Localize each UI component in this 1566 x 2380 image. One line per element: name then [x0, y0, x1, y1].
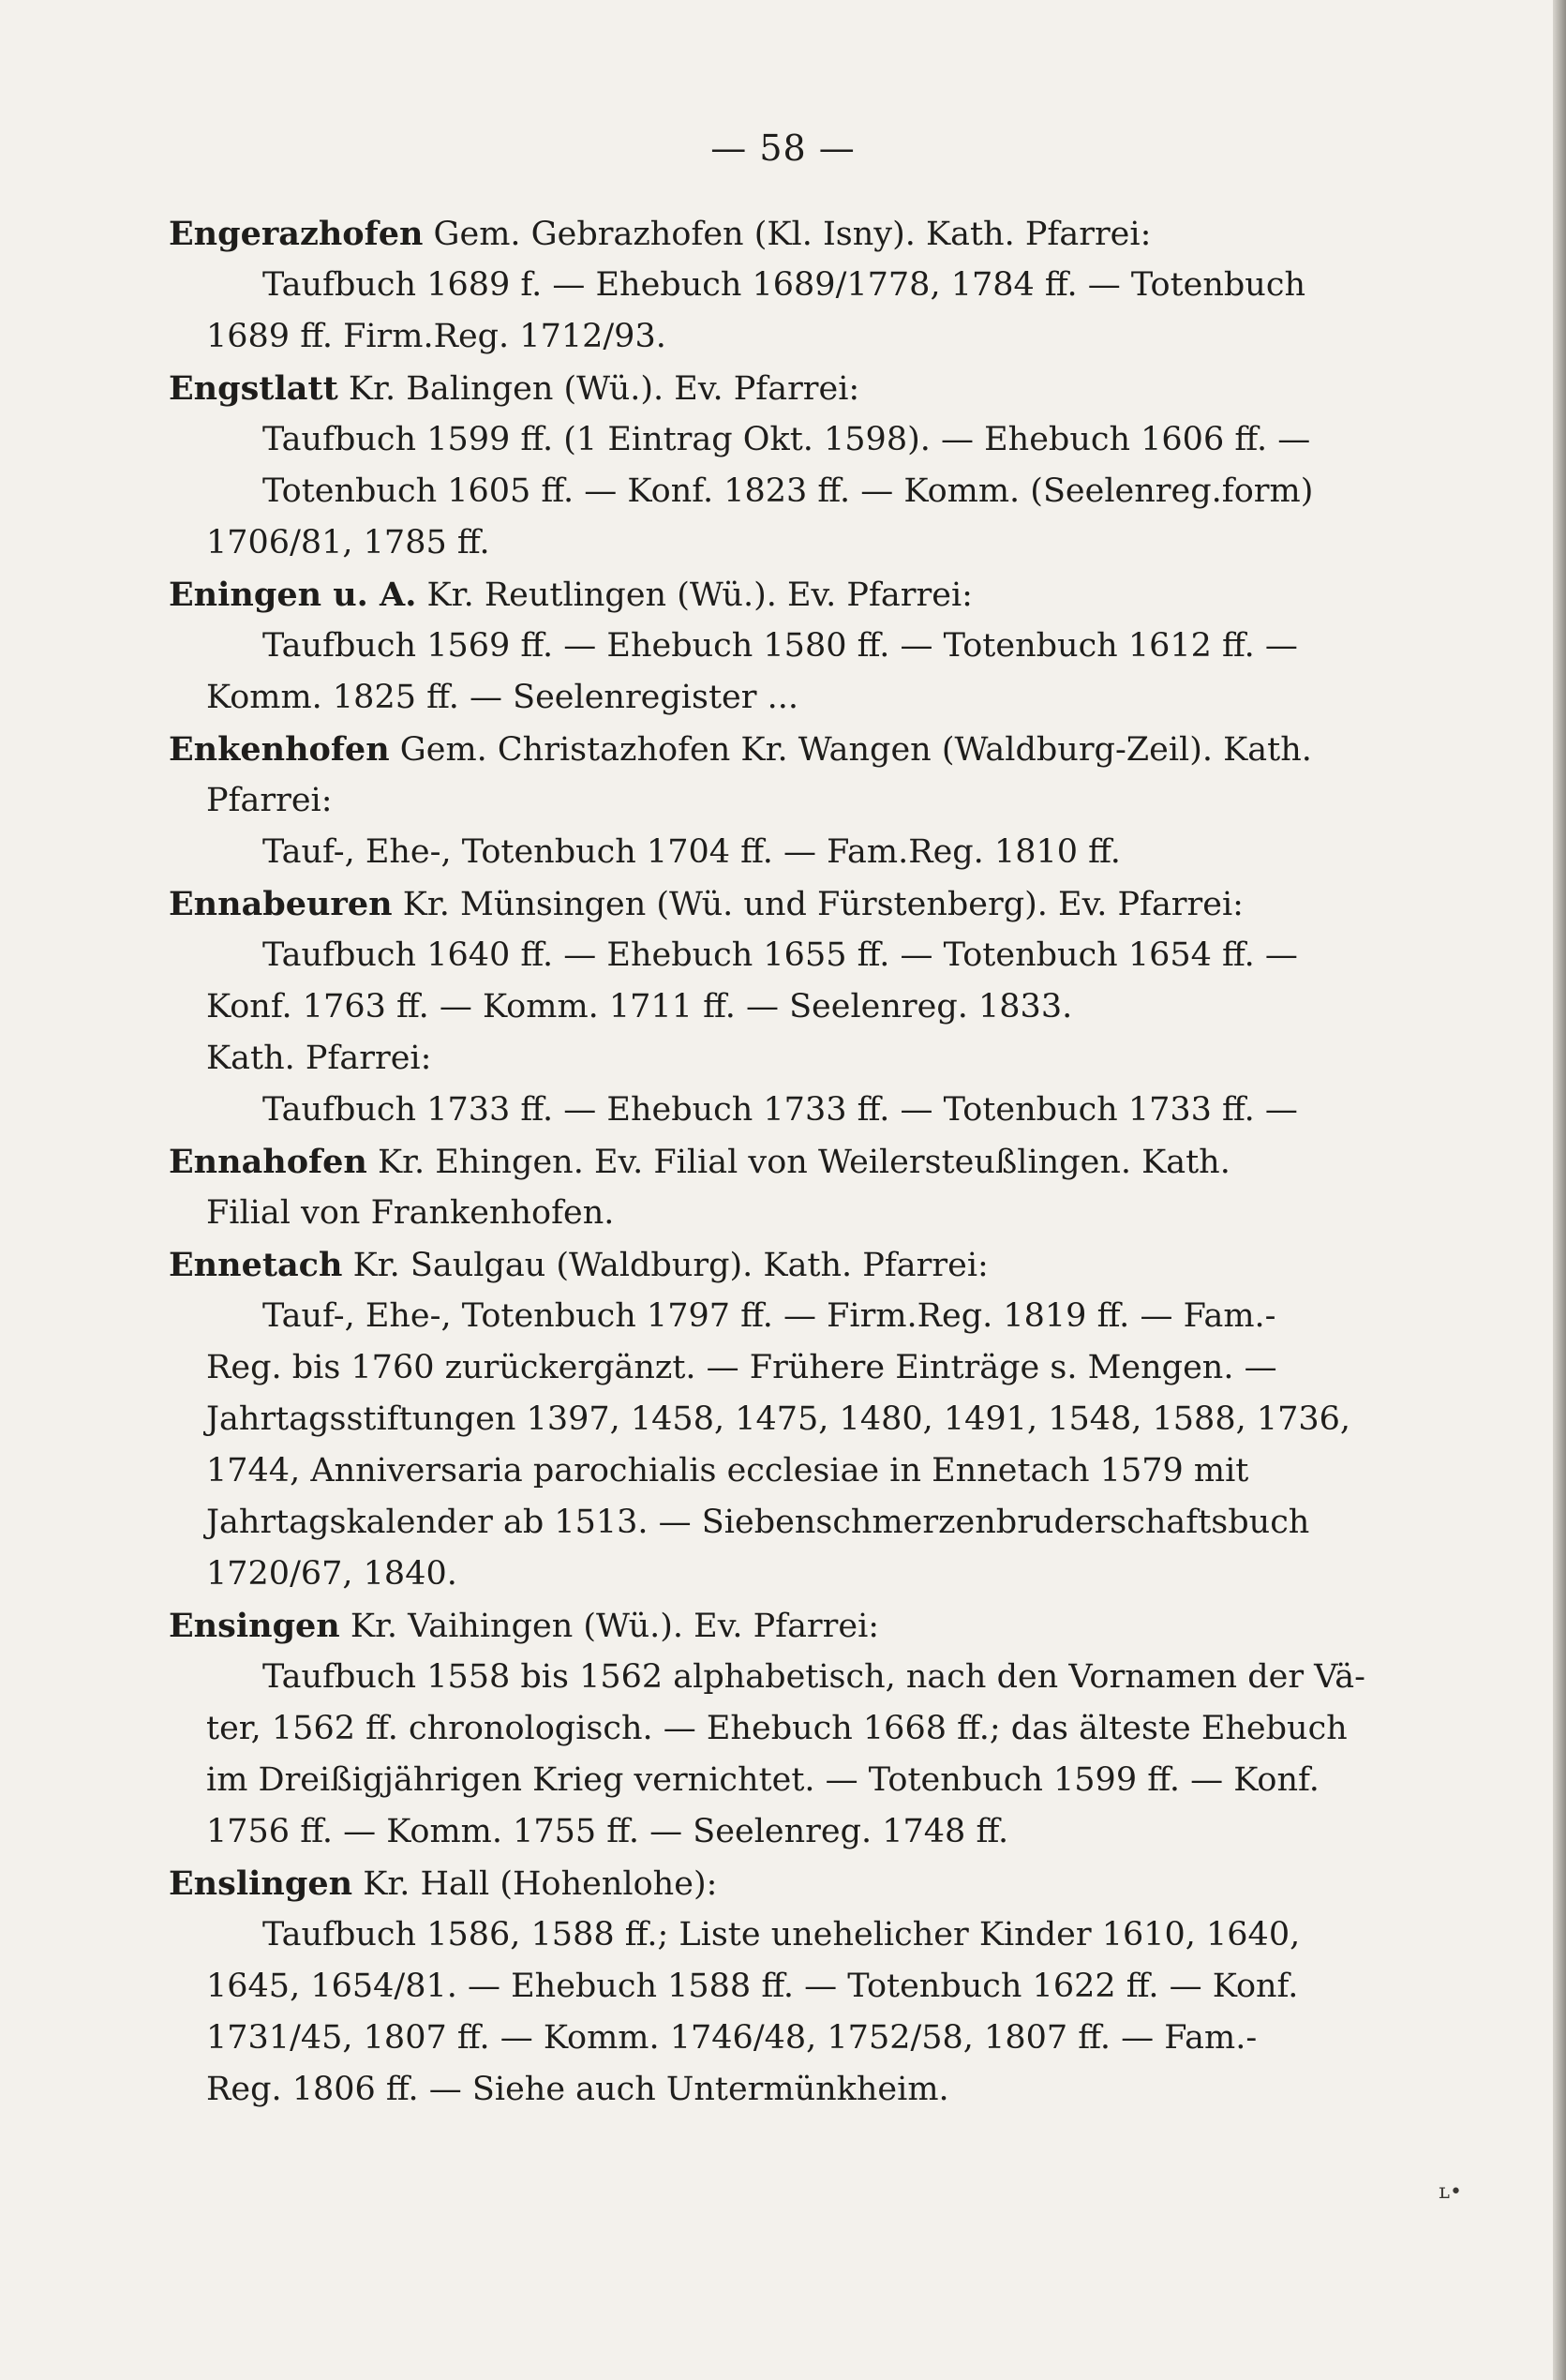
entry-text: Taufbuch 1586, 1588 ff.; Liste unehelicher Kinder 1610, 1640, [262, 1916, 1301, 1953]
entry-ennabeuren [169, 878, 1373, 1136]
entry-text: Taufbuch 1640 ff. — Ehebuch 1655 ff. — Totenbuch 1654 ff. — [262, 936, 1298, 974]
entry-headword: Enslingen [169, 1864, 353, 1903]
entry-text: 1706/81, 1785 ff. [206, 524, 490, 561]
entry-headword: Ennahofen [169, 1143, 367, 1181]
entry-text: Filial von Frankenhofen. [206, 1194, 615, 1232]
entry-text: Reg. bis 1760 zurückergänzt. — Frühere Einträge s. Mengen. — [206, 1349, 1277, 1386]
entry-eningen [169, 569, 1373, 724]
entry-text: 1689 ff. Firm.Reg. 1712/93. [206, 318, 666, 355]
entry-text: 1744, Anniversaria parochialis ecclesiae in Ennetach 1579 mit [206, 1452, 1249, 1489]
entry-text: Kr. Vaihingen (Wü.). Ev. Pfarrei: [339, 1608, 880, 1645]
entry-ennahofen [169, 1136, 1373, 1239]
entry-text: Taufbuch 1733 ff. — Ehebuch 1733 ff. — Totenbuch 1733 ff. — [262, 1091, 1298, 1129]
page-edge-shadow [1553, 0, 1566, 2380]
entry-text: Kr. Münsingen (Wü. und Fürstenberg). Ev. Pfarrei: [392, 886, 1244, 923]
entry-text: Jahrtagsstiftungen 1397, 1458, 1475, 1480, 1491, 1548, 1588, 1736, [206, 1400, 1351, 1438]
entry-text: 1756 ff. — Komm. 1755 ff. — Seelenreg. 1748 ff. [206, 1813, 1009, 1850]
entry-headword: Engerazhofen [169, 215, 424, 253]
entry-engerazhofen [169, 208, 1373, 363]
entry-text: Tauf-, Ehe-, Totenbuch 1797 ff. — Firm.Reg. 1819 ff. — Fam.- [262, 1297, 1276, 1335]
entry-text: Komm. 1825 ff. — Seelenregister ... [206, 679, 798, 716]
entry-text: Tauf-, Ehe-, Totenbuch 1704 ff. — Fam.Reg. 1810 ff. [262, 833, 1121, 871]
entry-text: ter, 1562 ff. chronologisch. — Ehebuch 1668 ff.; das älteste Ehebuch [206, 1710, 1348, 1747]
entry-headword: Ennetach [169, 1246, 343, 1284]
entry-text: 1731/45, 1807 ff. — Komm. 1746/48, 1752/58, 1807 ff. — Fam.- [206, 2019, 1258, 2057]
entry-ensingen [169, 1600, 1373, 1858]
page-number: — 58 — [710, 127, 856, 169]
entry-text: Kr. Reutlingen (Wü.). Ev. Pfarrei: [416, 576, 973, 614]
entry-text: Taufbuch 1689 f. — Ehebuch 1689/1778, 1784 ff. — Totenbuch [262, 266, 1305, 304]
entry-text: 1720/67, 1840. [206, 1555, 457, 1593]
entry-headword: Enkenhofen [169, 730, 390, 769]
entry-enslingen [169, 1858, 1373, 2116]
entry-ennetach [169, 1239, 1373, 1600]
entry-text: Gem. Christazhofen Kr. Wangen (Waldburg-Zeil). Kath. [389, 731, 1312, 769]
entry-text: Kr. Balingen (Wü.). Ev. Pfarrei: [337, 370, 860, 408]
entry-text: Kr. Ehingen. Ev. Filial von Weilersteußlingen. Kath. [366, 1144, 1230, 1181]
entry-text: Jahrtagskalender ab 1513. — Siebenschmerzenbruderschaftsbuch [206, 1504, 1310, 1541]
entry-text: Taufbuch 1558 bis 1562 alphabetisch, nach den Vornamen der Vä- [262, 1658, 1365, 1696]
entry-text: Gem. Gebrazhofen (Kl. Isny). Kath. Pfarrei: [423, 216, 1152, 253]
entry-headword: Ensingen [169, 1607, 340, 1645]
entry-text: Kath. Pfarrei: [206, 1040, 432, 1077]
entry-text: 1645, 1654/81. — Ehebuch 1588 ff. — Totenbuch 1622 ff. — Konf. [206, 1968, 1299, 2005]
entry-headword: Engstlatt [169, 369, 338, 408]
entry-headword: Ennabeuren [169, 885, 393, 923]
entry-text: Totenbuch 1605 ff. — Konf. 1823 ff. — Komm. (Seelenreg.form) [262, 472, 1314, 510]
entry-text: im Dreißigjährigen Krieg vernichtet. — Totenbuch 1599 ff. — Konf. [206, 1761, 1320, 1799]
entry-text: Konf. 1763 ff. — Komm. 1711 ff. — Seelenreg. 1833. [206, 988, 1073, 1025]
entry-text: Taufbuch 1599 ff. (1 Eintrag Okt. 1598). — Ehebuch 1606 ff. — [262, 421, 1311, 458]
entry-text: Reg. 1806 ff. — Siehe auch Untermünkheim. [206, 2071, 949, 2108]
entry-text: Pfarrei: [206, 782, 333, 819]
entry-text: Taufbuch 1569 ff. — Ehebuch 1580 ff. — Totenbuch 1612 ff. — [262, 627, 1298, 665]
corner-mark: ʟ• [1439, 2180, 1462, 2204]
entry-enkenhofen [169, 724, 1373, 878]
entry-text: Kr. Hall (Hohenlohe): [352, 1865, 718, 1903]
entry-engstlatt [169, 363, 1373, 569]
entry-headword: Eningen u. A. [169, 576, 417, 614]
register-entries [169, 208, 1373, 2116]
entry-text: Kr. Saulgau (Waldburg). Kath. Pfarrei: [342, 1247, 989, 1284]
